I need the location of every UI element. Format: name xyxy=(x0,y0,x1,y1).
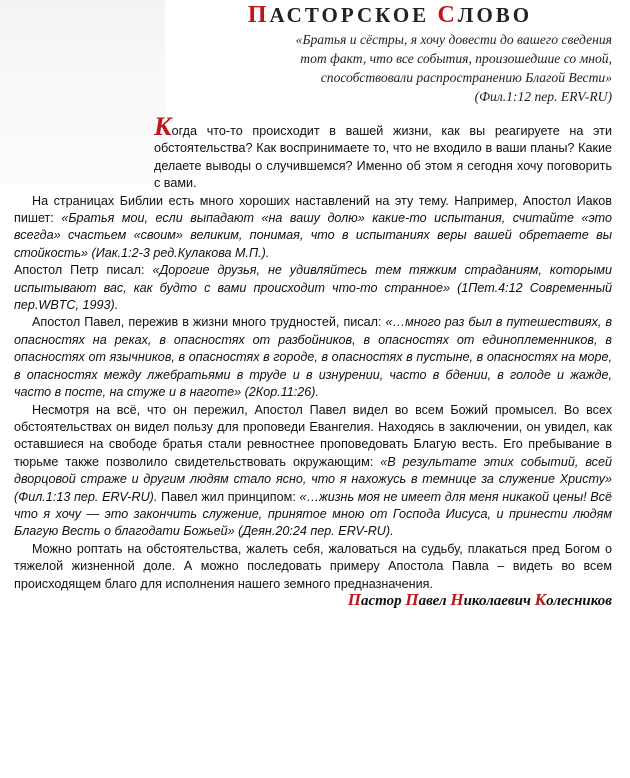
drop-cap: К xyxy=(154,112,172,141)
signature-cap: Н xyxy=(450,589,464,609)
paragraph-peter xyxy=(14,262,612,314)
signature-cap: П xyxy=(405,589,419,609)
scripture-quote: «…жизнь моя не имеет для меня никакой цены! Всё что я хочу — это закончить служение, принятое мною от Господа Иисуса, и принести людям Благую Весть о благодати Божьей» (Деян.20:24 пер. ERV-RU). xyxy=(14,489,612,539)
article-body xyxy=(14,112,612,610)
author-signature xyxy=(348,591,612,610)
scripture-quote: «…много раз был в путешествиях, в опасностях на реках, в опасностях от разбойников, в опасностях от единоплеменников, в опасностях от язычников, в опасностях в городе, в опасностях в пустыне, в опасностях на море, в опасностях между лжебратьями в труде и в изнурении, часто в бдении, в голоде и жажде, часто в посте, на стуже и в наготе» (2Кор.11:26). xyxy=(14,315,612,400)
paragraph-text: Апостол Павел, пережив в жизни много трудностей, писал: xyxy=(32,315,386,330)
title-cap-2: С xyxy=(437,2,458,28)
paragraph-text: огда что-то происходит в вашей жизни, как вы реагируете на эти обстоятельства? Как воспринимаете то, что не входило в ваши планы? Какие делаете выводы о случившемся? Именно об этом я сегодня хочу поговорить с вами. xyxy=(154,124,612,191)
scripture-quote: «В результате этих событий, всей дворцовой страже и другим людям стало ясно, что я нахожусь в темнице за служение Христу» (Фил.1:13 пер. ERV-RU). xyxy=(14,454,612,504)
epigraph-line: способствовали распространению Благой Вести» xyxy=(320,70,612,85)
signature-word: авел xyxy=(418,592,451,609)
page-title xyxy=(170,2,610,29)
paragraph-james xyxy=(14,193,612,263)
title-cap-1: П xyxy=(247,2,270,28)
epigraph-line: «Братья и сёстры, я хочу довести до вашего сведения xyxy=(295,32,612,47)
signature-word: иколаевич xyxy=(463,592,535,609)
scripture-quote: «Дорогие друзья, не удивляйтесь тем тяжким страданиям, которыми испытывают вас, как будто с вами происходит что-то странное» (1Пет.4:12 Современный пер.WBTC, 1993). xyxy=(14,263,612,313)
paragraph-conclusion xyxy=(14,541,612,593)
paragraph-providence xyxy=(14,402,612,541)
paragraph-text: Павел жил принципом: xyxy=(157,489,300,504)
paragraph-text: Можно роптать на обстоятельства, жалеть себя, жаловаться на судьбу, плакаться пред Богом о тяжелой жизненной доле. А можно последовать примеру Апостола Павла – видеть во всем происходящем благо для исполнения нашего земного предназначения. xyxy=(14,541,612,591)
signature-cap: П xyxy=(347,589,361,609)
epigraph xyxy=(172,30,612,106)
paragraph-intro xyxy=(14,112,612,193)
epigraph-reference: (Фил.1:12 пер. ERV-RU) xyxy=(474,89,612,104)
paragraph-text: Апостол Петр писал: xyxy=(14,263,153,278)
signature-word: астор xyxy=(360,592,406,609)
epigraph-line: тот факт, что все события, произошедшие со мной, xyxy=(300,51,612,66)
scripture-quote: «Братья мои, если выпадают «на вашу долю» какие-то испытания, считайте «это всегда» счастьем «своим» великим, понимая, что в испытаниях веры вашей обретаете вы стойкость» (Иак.1:2-3 ред.Кулакова М.П.). xyxy=(14,211,612,260)
title-part-2: ЛОВО xyxy=(457,3,533,27)
signature-word: олесников xyxy=(546,592,612,609)
paragraph-text: На страницах Библии есть много хороших наставлений на эту тему. Например, Апостол Иаков пишет: xyxy=(14,193,612,226)
title-part-1: АСТОРСКОЕ xyxy=(269,3,438,27)
paragraph-paul xyxy=(14,314,612,401)
signature-cap: К xyxy=(534,589,547,609)
paragraph-text: Несмотря на всё, что он пережил, Апостол Павел видел во всем Божий промысел. Во всех обстоятельствах он видел пользу для проповеди Евангелия. Находясь в заключении, он увидел, как оставшиеся на свободе братья стали ревностнее проповедовать Благую весть. Его пребывание в тюрьме также позволило свидетельствовать окружающим: xyxy=(14,402,612,469)
